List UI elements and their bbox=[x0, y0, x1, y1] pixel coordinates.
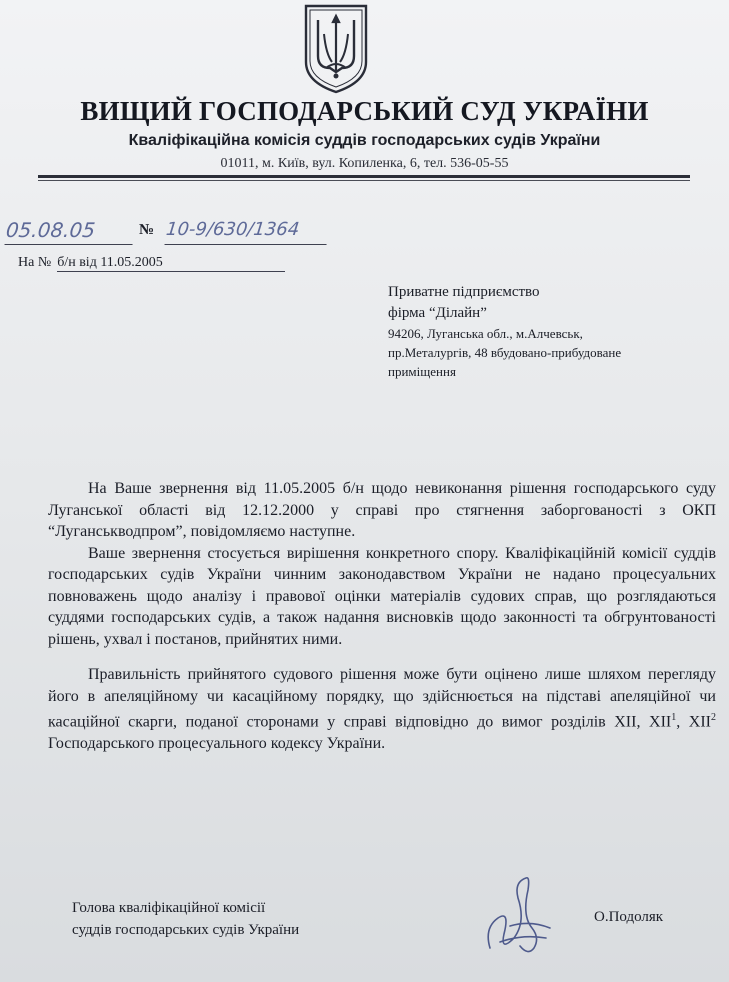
outgoing-date: 05.08.05 bbox=[4, 216, 135, 245]
outgoing-number: 10-9/630/1364 bbox=[164, 216, 329, 245]
trident-emblem-icon bbox=[300, 2, 372, 94]
body-text-segment: , XII bbox=[676, 713, 711, 731]
organization-address: 01011, м. Київ, вул. Копиленка, 6, тел. 536-05-55 bbox=[220, 156, 509, 171]
commission-subtitle: Кваліфікаційна комісія суддів господарських судів України bbox=[128, 132, 601, 149]
body-text-segment: Господарського процесуального кодексу України. bbox=[48, 734, 386, 752]
body-paragraph: Ваше звернення стосується вирішення конкретного спору. Кваліфікаційній комісії суддів господарських судів України чинним законодавством України не надано процесуальних повноважень щодо аналізу і правової оцінки матеріалів судових справ, що розглядаються суддями господарських судів, а також надання висновків щодо законності та обгрунтованості рішень, ухвал і постанов, прийнятих ними. bbox=[48, 544, 716, 648]
number-sign: № bbox=[139, 222, 155, 238]
superscript: 2 bbox=[711, 712, 716, 723]
position-line: Голова кваліфікаційної комісії bbox=[72, 900, 266, 916]
recipient-line: 94206, Луганська обл., м.Алчевськ, bbox=[388, 326, 583, 341]
header-divider-thick bbox=[38, 175, 690, 178]
header-divider-thin bbox=[38, 180, 690, 181]
recipient-block bbox=[388, 282, 688, 381]
signatory-name: О.Подоляк bbox=[594, 909, 664, 925]
recipient-line: Приватне підприємство bbox=[388, 284, 540, 300]
body-text-segment: Правильність прийнятого судового рішення може бути оцінено лише шляхом перегляду його в апеляційному чи касаційному порядку, що здійснюється на підставі апеляційної чи касаційної скарги, поданої сторонами у справі відповідно до вимог розділів XII, XII bbox=[48, 666, 716, 731]
body-paragraph: На Ваше звернення від 11.05.2005 б/н щодо невиконання рішення господарського суду Луганської області від 12.12.2000 у справі про стягнення заборгованості з ОКП “Луганськводпром”, повідомляємо наступне. bbox=[48, 480, 716, 540]
position-line: суддів господарських судів України bbox=[72, 922, 300, 938]
organization-title: ВИЩИЙ ГОСПОДАРСЬКИЙ СУД УКРАЇНИ bbox=[80, 96, 649, 126]
recipient-line: пр.Металургів, 48 вбудовано-прибудоване bbox=[388, 345, 622, 360]
signatory-position bbox=[72, 897, 299, 941]
body-paragraph bbox=[48, 664, 716, 754]
recipient-line: фірма “Ділайн” bbox=[388, 305, 487, 321]
handwritten-signature bbox=[470, 868, 580, 960]
reference-value: б/н від 11.05.2005 bbox=[57, 255, 285, 272]
superscript: 1 bbox=[671, 712, 677, 723]
reference-line bbox=[18, 255, 285, 272]
reference-label: На № bbox=[18, 255, 52, 270]
letter-body bbox=[48, 478, 716, 754]
recipient-line: приміщення bbox=[388, 364, 456, 379]
